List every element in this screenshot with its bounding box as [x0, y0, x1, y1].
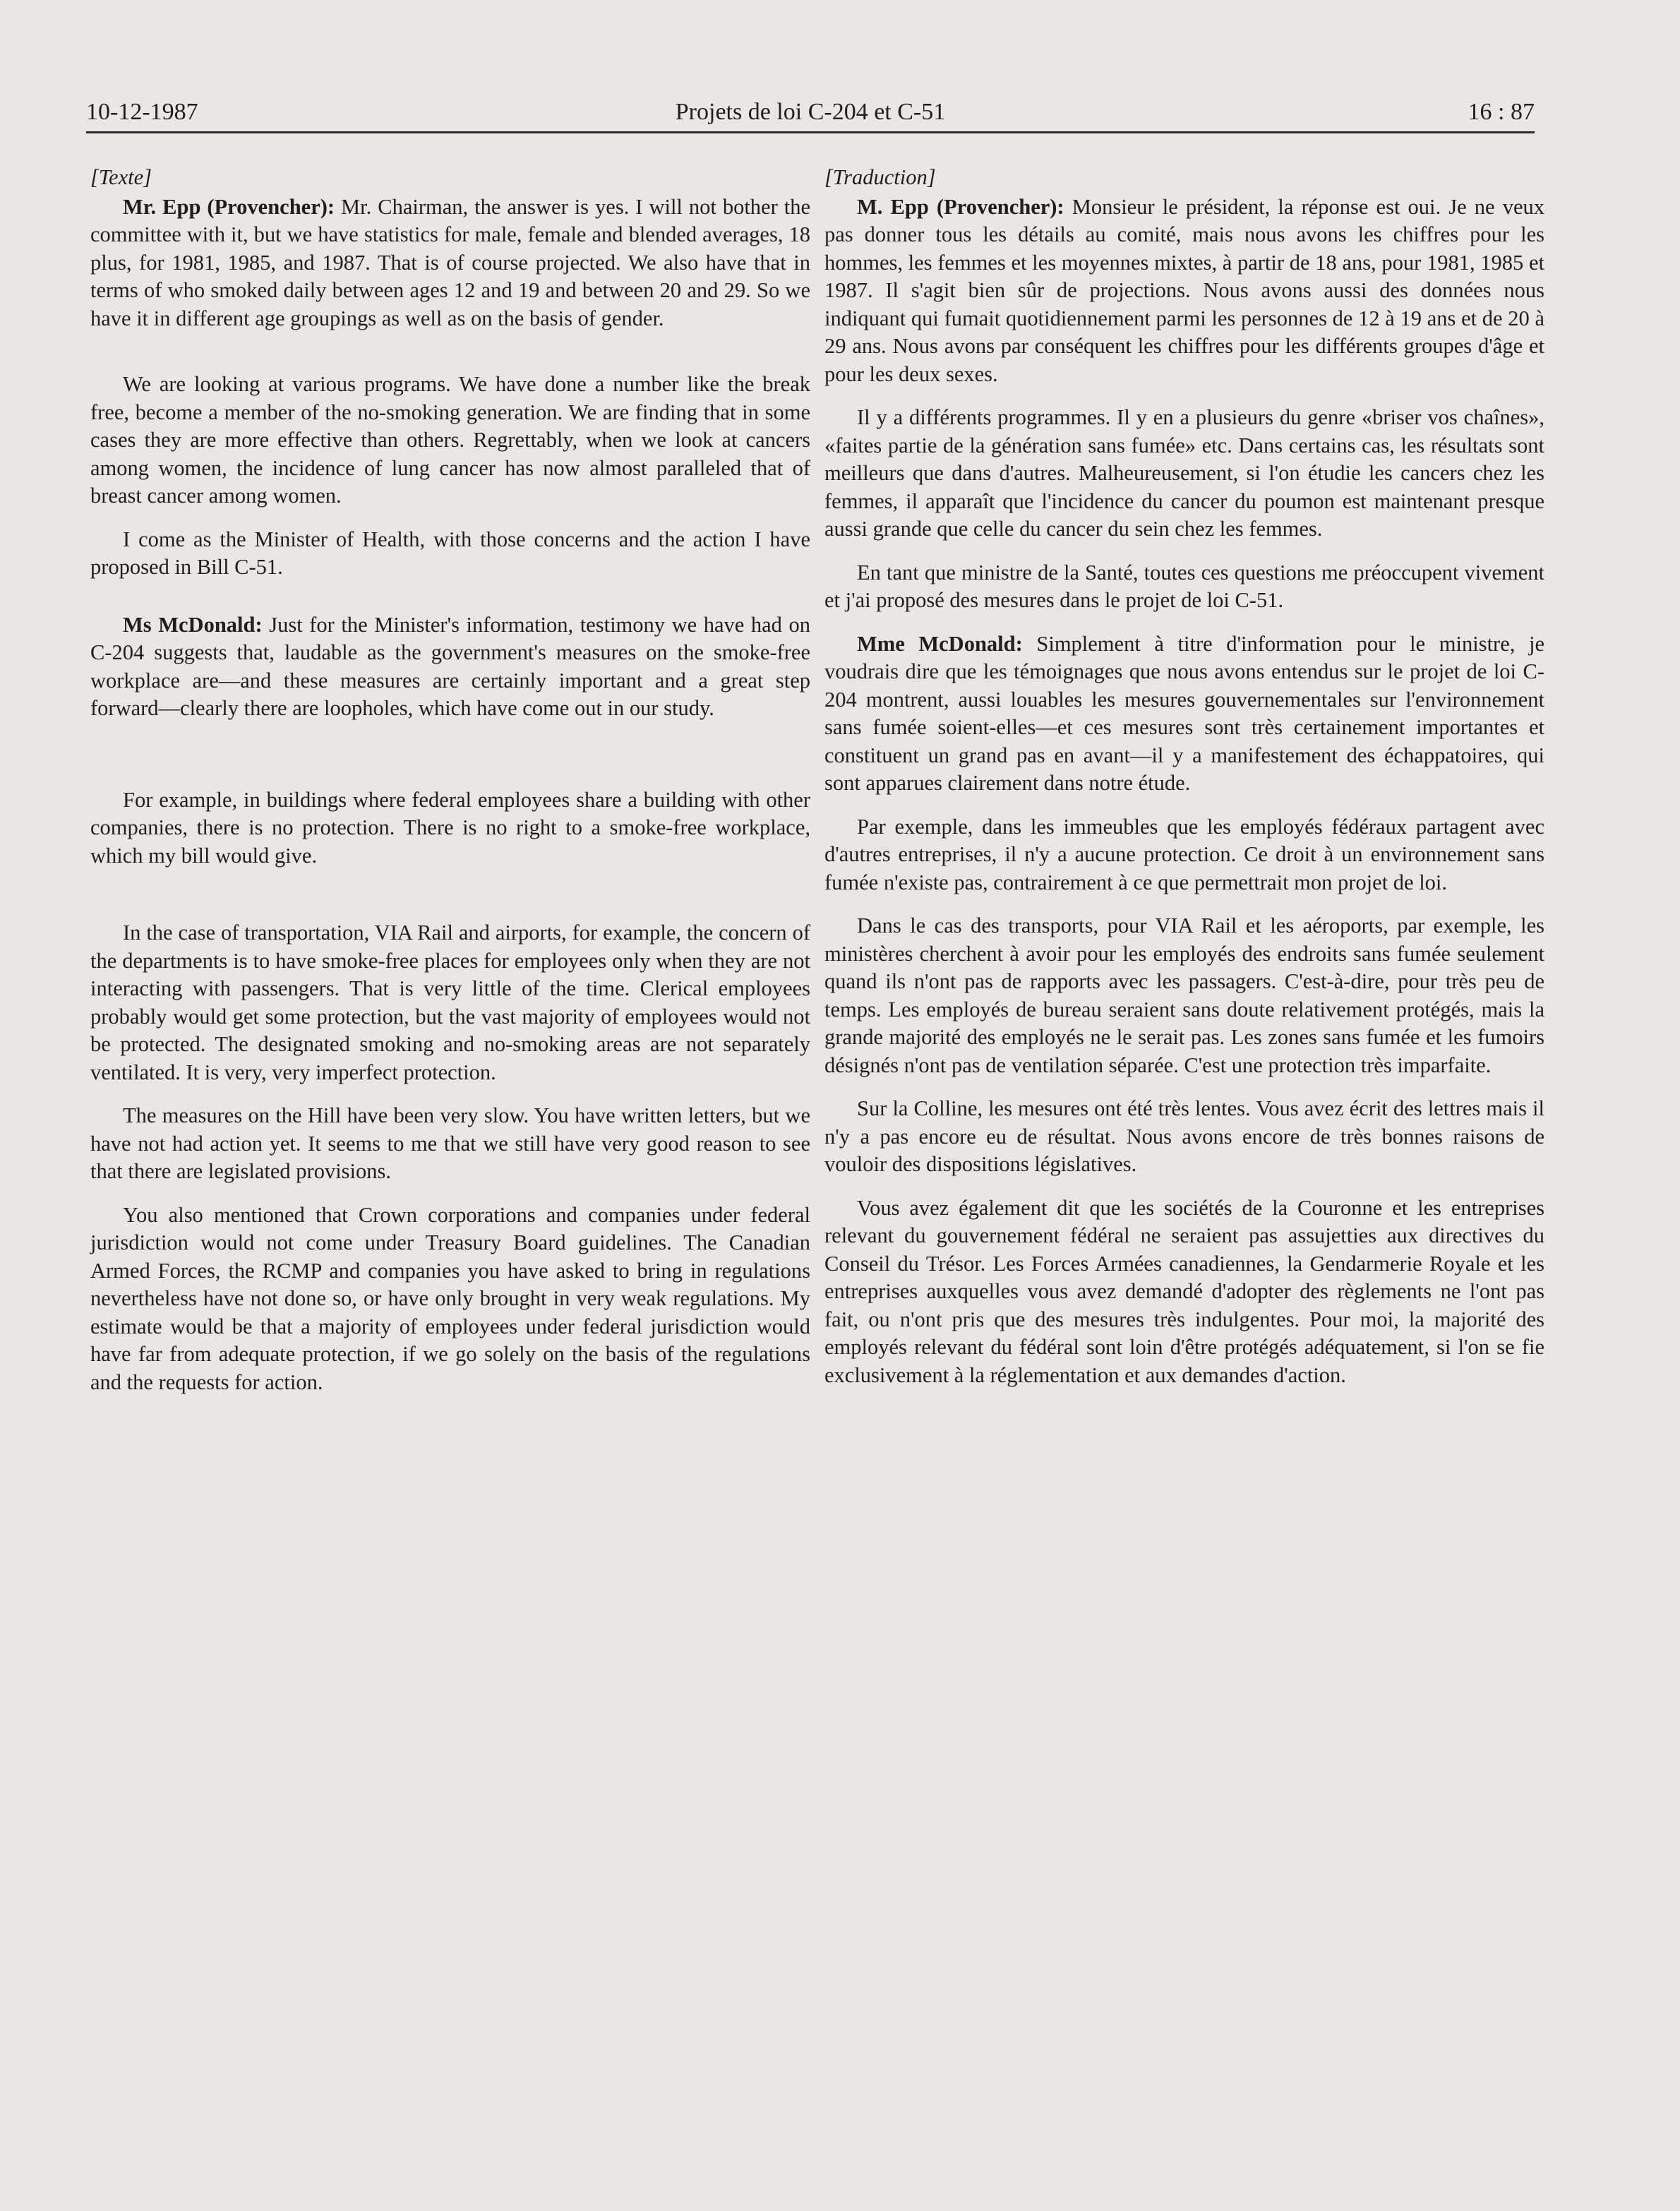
french-column — [824, 164, 1544, 1389]
paragraph: Vous avez également dit que les sociétés de la Couronne et les entreprises relevant du gouvernement fédéral ne seraient pas assujetties aux directives du Conseil du Trésor. Les Forces Armées canadiennes, la Gendarmerie Royale et les entreprises auxquelles vous avez demandé d'adopter des règlements ne l'ont pas fait, ou n'ont pris que des mesures très indulgentes. Pour moi, la majorité des employés relevant du fédéral sont loin d'être protégés adéquatement, si l'on se fie exclusivement à la réglementation et aux demandes d'action. — [824, 1195, 1544, 1387]
speaker-name: M. Epp (Provencher): — [857, 194, 1064, 219]
paragraph: Il y a différents programmes. Il y en a plusieurs du genre «briser vos chaînes», «faites partie de la génération sans fumée» etc. Dans certains cas, les résultats sont meilleurs que dans d'autres. Malheureusement, si l'on étudie les cancers chez les femmes, il apparaît que l'incidence du cancer du poumon est maintenant presque aussi grande que celle du cancer du sein chez les femmes. — [824, 405, 1544, 541]
paragraph-text: Simplement à titre d'information pour le ministre, je voudrais dire que les témoignages que nous avons entendus sur le projet de loi C-204 montrent, aussi louables les mesures gouvernementales sur l'environnement sans fumée soient-elles—et ces mesures sont très certainement importantes et constituent un grand pas en avant—il y a manifestement des échappatoires, qui sont apparues clairement dans notre étude. — [824, 631, 1544, 795]
speaker-name: Mr. Epp (Provencher): — [123, 194, 335, 219]
english-column — [90, 164, 810, 1396]
paragraph: We are looking at various programs. We have done a number like the break free, become a member of the no-smoking generation. We are finding that in some cases they are more effective than others. Regrettably, when we look at cancers among women, the incidence of lung cancer has now almost paralleled that of breast cancer among women. — [90, 372, 810, 508]
page-header — [86, 90, 1535, 131]
paragraph: Dans le cas des transports, pour VIA Rail et les aéroports, par exemple, les ministères cherchent à avoir pour les employés des endroits sans fumée seulement quand ils n'ont pas de rapports avec les passagers. C'est-à-dire, pour très peu de temps. Les employés de bureau seraient sans doute relativement protégés, mais la grande majorité des employés ne le serait pas. Les zones sans fumée et les fumoirs désignés n'ont pas de ventilation séparée. C'est une protection très imparfaite. — [824, 913, 1544, 1077]
language-tag: [Texte] — [90, 165, 152, 189]
language-tag: [Traduction] — [824, 165, 936, 189]
header-date: 10-12-1987 — [86, 99, 198, 125]
paragraph: I come as the Minister of Health, with those concerns and the action I have proposed in Bill C-51. — [90, 527, 810, 579]
paragraph: Sur la Colline, les mesures ont été très lentes. Vous avez écrit des lettres mais il n'y a pas encore eu de résultat. Nous avons encore de très bonnes raisons de vouloir des dispositions législatives. — [824, 1096, 1544, 1176]
header-rule — [86, 131, 1535, 133]
speaker-name: Mme McDonald: — [857, 631, 1023, 656]
paragraph-text: Monsieur le président, la réponse est oui. Je ne veux pas donner tous les détails au comité, mais nous avons les chiffres pour les hommes, les femmes et les moyennes mixtes, à partir de 18 ans, pour 1981, 1985 et 1987. Il s'agit bien sûr de projections. Nous avons aussi des données nous indiquant qui fumait quotidiennement parmi les personnes de 12 à 19 ans et de 20 à 29 ans. Nous avons par conséquent les chiffres pour les différents groupes d'âge et pour les deux sexes. — [824, 194, 1544, 386]
paragraph: You also mentioned that Crown corporations and companies under federal jurisdiction would not come under Treasury Board guidelines. The Canadian Armed Forces, the RCMP and companies you have asked to bring in regulations nevertheless have not done so, or have only brought in very weak regulations. My estimate would be that a majority of employees under federal jurisdiction would have far from adequate protection, if we go solely on the basis of the regulations and the requests for action. — [90, 1202, 810, 1394]
paragraph: En tant que ministre de la Santé, toutes ces questions me préoccupent vivement et j'ai proposé des mesures dans le projet de loi C-51. — [824, 560, 1544, 612]
paragraph: The measures on the Hill have been very slow. You have written letters, but we have not had action yet. It seems to me that we still have very good reason to see that there are legislated provisions. — [90, 1103, 810, 1183]
paragraph: Par exemple, dans les immeubles que les employés fédéraux partagent avec d'autres entreprises, il n'y a aucune protection. Ce droit à un environnement sans fumée n'existe pas, contrairement à ce que permettrait mon projet de loi. — [824, 814, 1544, 894]
header-page-number: 16 : 87 — [1468, 99, 1535, 125]
paragraph-text: Mr. Chairman, the answer is yes. I will not bother the committee with it, but we have statistics for male, female and blended averages, 18 plus, for 1981, 1985, and 1987. That is of course projected. We also have that in terms of who smoked daily between ages 12 and 19 and between 20 and 29. So we have it in different age groupings as well as on the basis of gender. — [90, 194, 810, 330]
paragraph: For example, in buildings where federal employees share a building with other companies, there is no protection. There is no right to a smoke-free workplace, which my bill would give. — [90, 787, 810, 868]
header-title: Projets de loi C-204 et C-51 — [675, 99, 946, 125]
paragraph — [90, 193, 810, 333]
paragraph — [824, 630, 1544, 798]
paragraph-text: Just for the Minister's information, testimony we have had on C-204 suggests that, laudable as the government's measures on the smoke-free workplace are—and these measures are certainly important and a great step forward—clearly there are loopholes, which have come out in our study. — [90, 612, 810, 720]
speaker-name: Ms McDonald: — [123, 612, 263, 637]
paragraph — [824, 193, 1544, 389]
paragraph — [90, 611, 810, 723]
paragraph: In the case of transportation, VIA Rail and airports, for example, the concern of the departments is to have smoke-free places for employees only when they are not interacting with passengers. That is very little of the time. Clerical employees probably would get some protection, but the vast majority of employees would not be protected. The designated smoking and no-smoking areas are not separately ventilated. It is very, very imperfect protection. — [90, 921, 810, 1084]
